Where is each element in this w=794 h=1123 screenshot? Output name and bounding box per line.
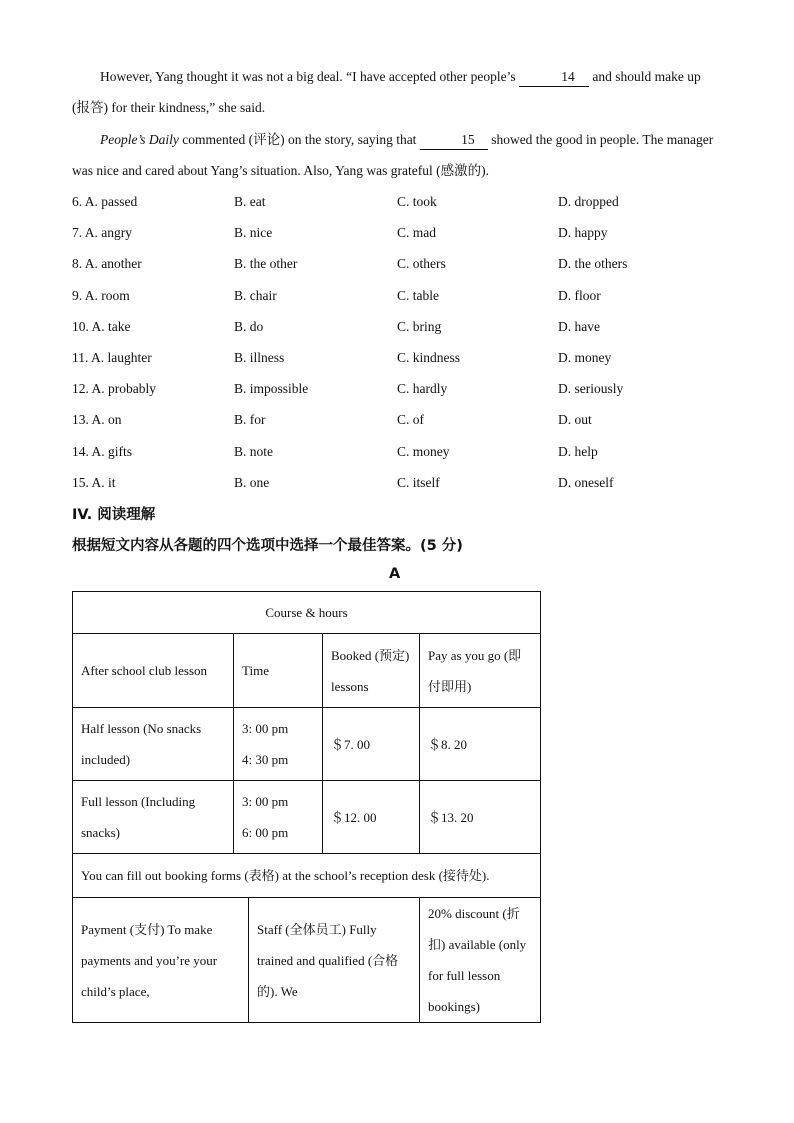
option-c: C. money: [397, 443, 450, 459]
option-b: B. for: [234, 412, 266, 428]
option-c: C. of: [397, 412, 424, 428]
section-instruction: 根据短文内容从各题的四个选项中选择一个最佳答案。(5 分): [72, 538, 463, 554]
booked-price: ＄12. 00: [323, 781, 420, 854]
option-row: [72, 373, 722, 404]
option-d: D. happy: [558, 225, 608, 241]
booking-note: You can fill out booking forms (表格) at the school’s reception desk (接待处).: [73, 854, 541, 898]
option-c: C. others: [397, 256, 446, 272]
option-b: B. do: [234, 318, 264, 334]
option-c: C. hardly: [397, 381, 448, 397]
discount-cell: 20% discount (折 扣) available (only for full lesson bookings): [420, 898, 541, 1023]
passage-text: and should make up (报答) for their kindness,” she said.: [72, 69, 701, 115]
option-a: 13. A. on: [72, 412, 122, 428]
passage-paragraph-1: [72, 61, 722, 123]
option-a: 12. A. probably: [72, 381, 156, 397]
option-b: B. one: [234, 474, 270, 490]
header-time: Time: [234, 634, 323, 708]
option-row: [72, 217, 722, 248]
option-a: 11. A. laughter: [72, 349, 152, 365]
option-a: 10. A. take: [72, 318, 131, 334]
lesson-half: Half lesson (No snacks included): [73, 708, 234, 781]
passage-paragraph-2: [72, 124, 722, 186]
option-row: [72, 280, 722, 311]
option-c: C. itself: [397, 474, 440, 490]
option-b: B. eat: [234, 194, 266, 209]
option-c: C. took: [397, 194, 437, 209]
time-cell: [234, 781, 323, 854]
blank-15: 15: [420, 131, 488, 150]
booked-price: ＄7. 00: [323, 708, 420, 781]
option-d: D. seriously: [558, 381, 624, 397]
time-end: 6: 00 pm: [242, 825, 289, 840]
option-row: [72, 467, 722, 498]
option-b: B. chair: [234, 287, 277, 303]
option-row: [72, 311, 722, 342]
option-d: D. the others: [558, 256, 628, 272]
time-end: 4: 30 pm: [242, 752, 289, 767]
part-label: A: [389, 566, 401, 582]
course-table: [72, 591, 541, 1023]
option-a: 6. A. passed: [72, 194, 138, 209]
option-row: [72, 248, 722, 279]
section-title: IV. 阅读理解: [72, 507, 156, 523]
time-start: 3: 00 pm: [242, 794, 289, 809]
pay-price: ＄8. 20: [420, 708, 541, 781]
passage-text: showed the good in people. The manager was nice and cared about Yang’s situation. Also, Yang was grateful (感激的).: [72, 132, 714, 178]
option-c: C. mad: [397, 225, 436, 241]
option-row: [72, 404, 722, 435]
lesson-full: Full lesson (Including snacks): [73, 781, 234, 854]
passage-text: However, Yang thought it was not a big deal. “I have accepted other people’s: [100, 69, 519, 84]
option-a: 14. A. gifts: [72, 443, 133, 459]
option-a: 8. A. another: [72, 256, 142, 272]
table-title: Course & hours: [73, 592, 541, 634]
newspaper-name: People’s Daily: [100, 132, 179, 147]
option-c: C. bring: [397, 318, 442, 334]
time-start: 3: 00 pm: [242, 721, 289, 736]
option-d: D. help: [558, 443, 598, 459]
option-a: 9. A. room: [72, 287, 130, 303]
option-b: B. note: [234, 443, 273, 459]
option-row: [72, 186, 722, 217]
option-a: 15. A. it: [72, 474, 116, 490]
passage-text: commented (评论) on the story, saying that: [178, 132, 420, 147]
option-d: D. floor: [558, 287, 601, 303]
option-b: B. the other: [234, 256, 298, 272]
option-d: D. money: [558, 349, 612, 365]
pay-price: ＄13. 20: [420, 781, 541, 854]
option-d: D. have: [558, 318, 600, 334]
option-row: [72, 342, 722, 373]
header-booked: Booked (预定) lessons: [323, 634, 420, 708]
option-c: C. kindness: [397, 349, 461, 365]
payment-cell: Payment (支付) To make payments and you’re your child’s place,: [73, 898, 249, 1023]
option-d: D. dropped: [558, 194, 619, 209]
staff-cell: Staff (全体员工) Fully trained and qualified (合格的). We: [249, 898, 420, 1023]
answer-options: [72, 186, 722, 498]
header-lesson: After school club lesson: [73, 634, 234, 708]
header-pay: Pay as you go (即付即用): [420, 634, 541, 708]
option-d: D. out: [558, 412, 592, 428]
option-c: C. table: [397, 287, 439, 303]
option-d: D. oneself: [558, 474, 614, 490]
option-a: 7. A. angry: [72, 225, 132, 241]
option-b: B. nice: [234, 225, 273, 241]
option-row: [72, 436, 722, 467]
option-b: B. impossible: [234, 381, 309, 397]
time-cell: [234, 708, 323, 781]
option-b: B. illness: [234, 349, 285, 365]
blank-14: 14: [519, 68, 589, 87]
